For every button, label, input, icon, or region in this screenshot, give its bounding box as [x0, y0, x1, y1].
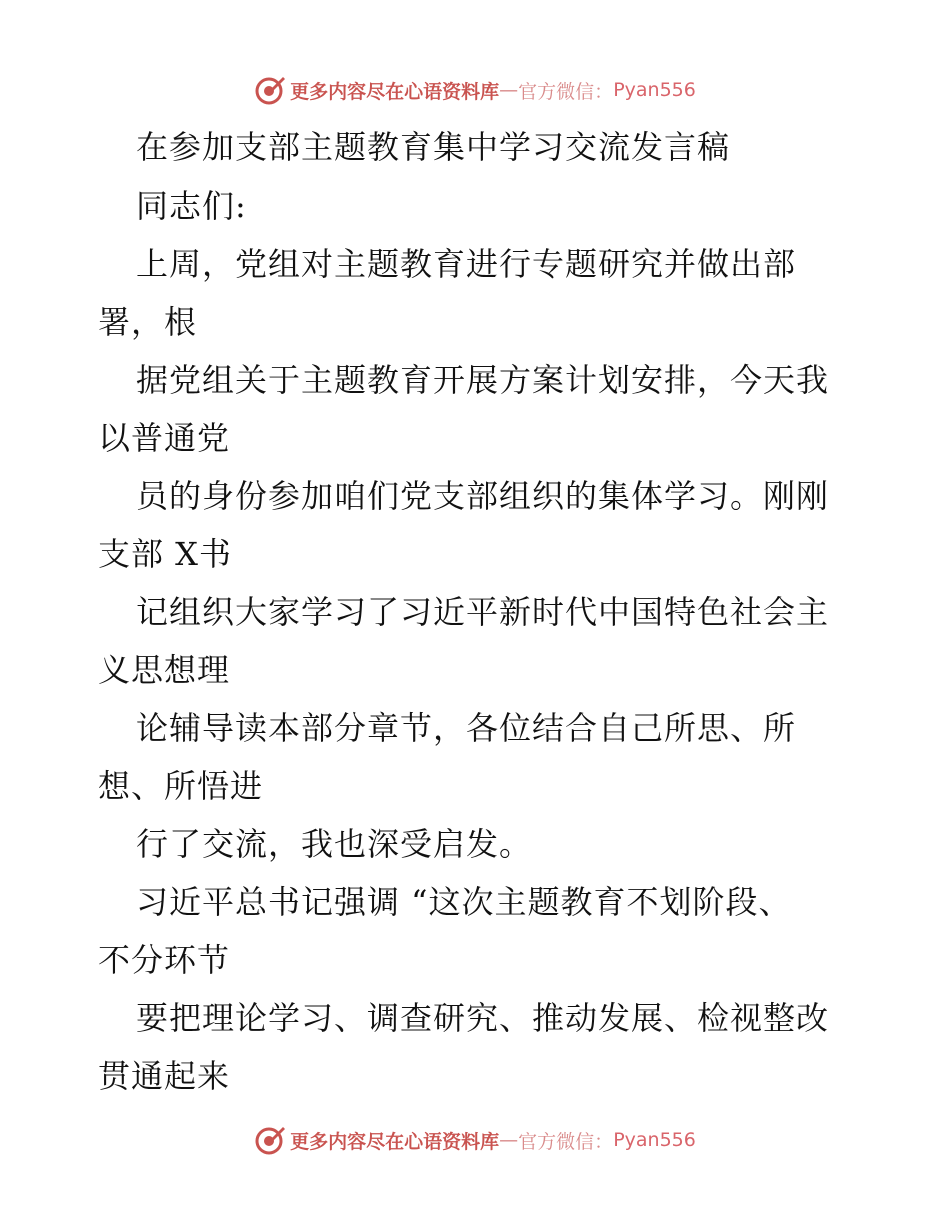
banner-dash: — [499, 79, 519, 101]
banner-sub-text: 官方微信： [518, 80, 614, 103]
footer-banner [0, 1120, 950, 1160]
text-line: 署，根 [98, 303, 198, 341]
text-line: 记组织大家学习了习近平新时代中国特色社会主 [136, 593, 830, 631]
text-line: 不分环节 [98, 941, 231, 979]
text-line: 贯通起来 [98, 1057, 231, 1095]
banner-wechat-id: Pyan556 [613, 1129, 696, 1151]
text-line: 上周，党组对主题教育进行专题研究并做出部 [136, 245, 797, 283]
text-line: 义思想理 [98, 651, 231, 689]
document-title: 在参加支部主题教育集中学习交流发言稿 [136, 128, 731, 166]
banner-dash: — [499, 1129, 519, 1151]
text-line: 论辅导读本部分章节，各位结合自己所思、所 [136, 709, 797, 747]
text-line: 员的身份参加咱们党支部组织的集体学习。刚刚 [136, 477, 830, 515]
text-line: 以普通党 [98, 419, 231, 457]
pen-logo-icon [254, 74, 286, 106]
text-line: 想、所悟进 [98, 767, 264, 805]
banner-main-text: 更多内容尽在心语资料库 [290, 80, 500, 103]
text-line: 支部 X书 [98, 535, 232, 573]
pen-logo-icon [254, 1124, 286, 1156]
text-line: 要把理论学习、调查研究、推动发展、检视整改 [136, 999, 830, 1037]
banner-main-text: 更多内容尽在心语资料库 [290, 1130, 500, 1153]
text-line: 据党组关于主题教育开展方案计划安排，今天我 [136, 361, 830, 399]
salutation: 同志们: [136, 187, 247, 225]
text-line: 习近平总书记强调 “这次主题教育不划阶段、 [136, 883, 792, 921]
banner-sub-text: 官方微信： [518, 1130, 614, 1153]
banner-wechat-id: Pyan556 [613, 79, 696, 101]
text-line: 行了交流，我也深受启发。 [136, 825, 533, 863]
header-banner [0, 70, 950, 110]
